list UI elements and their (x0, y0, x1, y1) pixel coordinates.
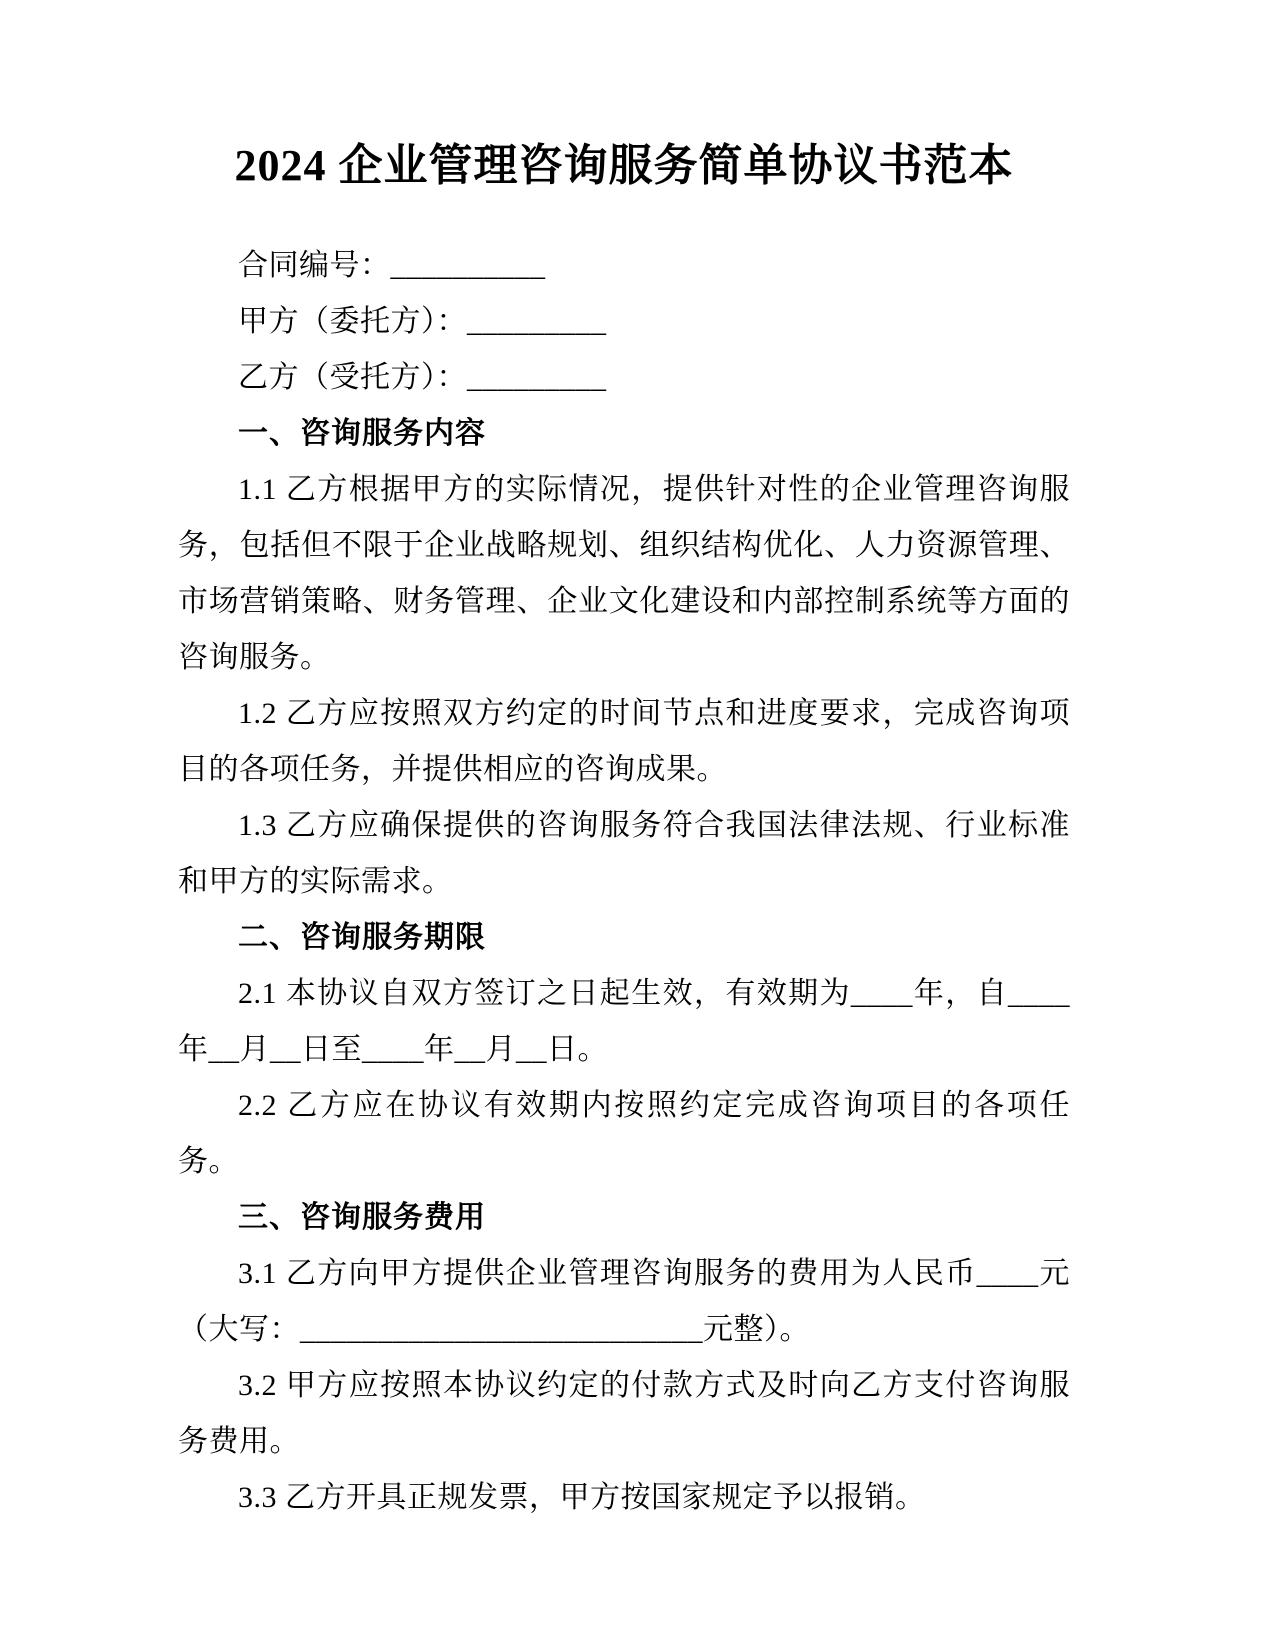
party-a-field: 甲方（委托方）：_________ (238, 305, 607, 338)
section-heading-service-term: 二、咨询服务期限 (238, 921, 486, 954)
paragraph-3-2: 3.2 甲方应按照本协议约定的付款方式及时向乙方支付咨询服务费用。 (178, 1369, 1070, 1458)
paragraph-3-3: 3.3 乙方开具正规发票，甲方按国家规定予以报销。 (238, 1481, 926, 1514)
section-heading-service-content: 一、咨询服务内容 (238, 417, 486, 450)
document-title: 2024 企业管理咨询服务简单协议书范本 (234, 141, 1014, 190)
paragraph-2-2: 2.2 乙方应在协议有效期内按照约定完成咨询项目的各项任务。 (178, 1089, 1070, 1178)
paragraph-1-1: 1.1 乙方根据甲方的实际情况，提供针对性的企业管理咨询服务，包括但不限于企业战略规划、组织结构优化、人力资源管理、市场营销策略、财务管理、企业文化建设和内部控制系统等方面的咨询服务。 (178, 473, 1070, 674)
section-heading-service-fee: 三、咨询服务费用 (238, 1201, 486, 1234)
paragraph-3-1: 3.1 乙方向甲方提供企业管理咨询服务的费用为人民币____元（大写：__________________________元整）。 (178, 1257, 1070, 1346)
paragraph-1-2: 1.2 乙方应按照双方约定的时间节点和进度要求，完成咨询项目的各项任务，并提供相应的咨询成果。 (178, 697, 1070, 786)
party-b-field: 乙方（受托方）：_________ (238, 361, 607, 394)
paragraph-2-1: 2.1 本协议自双方签订之日起生效，有效期为____年，自____年__月__日至____年__月__日。 (178, 977, 1070, 1066)
contract-number-field: 合同编号：__________ (238, 249, 546, 282)
paragraph-1-3: 1.3 乙方应确保提供的咨询服务符合我国法律法规、行业标准和甲方的实际需求。 (178, 809, 1070, 898)
